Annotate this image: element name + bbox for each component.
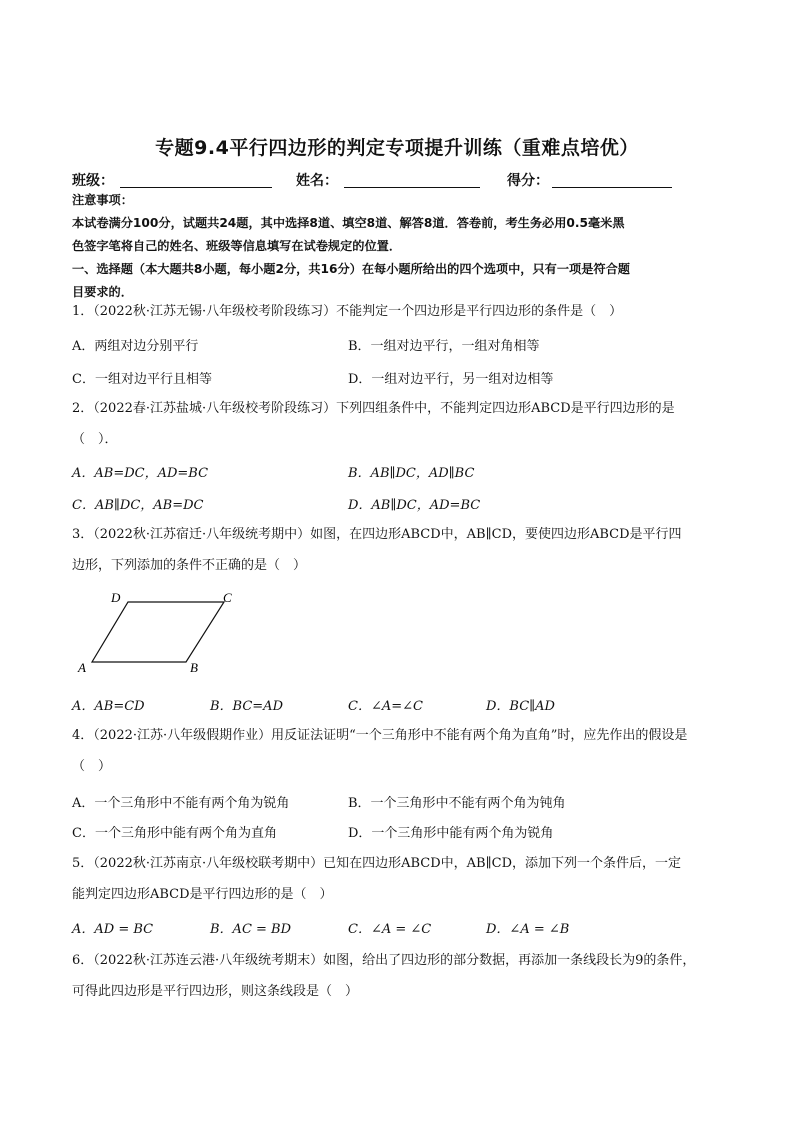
question-3-figure (74, 588, 244, 678)
figure-label-c: C (223, 590, 232, 605)
section-heading-line-2: 目要求的． (72, 285, 133, 299)
question-6-stem-line-1: 6．（2022秋·江苏连云港·八年级统考期末）如图，给出了四边形的部分数据，再添加一条线段长为9的条件， (72, 953, 696, 968)
question-4-stem-line-1: 4．（2022·江苏·八年级假期作业）用反证法证明“一个三角形中不能有两个角为直角”时，应先作出的假设是 (72, 728, 688, 743)
notes-heading: 注意事项： (72, 193, 133, 207)
question-2-stem-line-2: （ ）． (72, 432, 118, 447)
question-3-option-d[interactable]: D．BC∥AD (486, 699, 555, 714)
parallelogram-abcd (92, 602, 224, 662)
question-3-option-b[interactable]: B．BC=AD (210, 699, 283, 714)
score-label: 得分： (507, 173, 549, 189)
question-6-stem-line-2: 可得此四边形是平行四边形，则这条线段是（ ） (72, 984, 359, 999)
question-2-option-c[interactable]: C．AB∥DC，AB=DC (72, 498, 204, 513)
question-4-option-d[interactable]: D．一个三角形中能有两个角为锐角 (348, 826, 554, 841)
question-4-option-b[interactable]: B．一个三角形中不能有两个角为钝角 (348, 796, 566, 811)
question-1-option-c[interactable]: C．一组对边平行且相等 (72, 372, 212, 387)
question-4-option-a[interactable]: A．一个三角形中不能有两个角为锐角 (72, 796, 290, 811)
question-5-option-a[interactable]: A．AD = BC (72, 922, 154, 937)
question-3-stem-line-2: 边形，下列添加的条件不正确的是（ ） (72, 558, 307, 573)
question-2-option-a[interactable]: A．AB=DC，AD=BC (72, 466, 209, 481)
notes-block (72, 189, 732, 304)
figure-label-a: A (78, 660, 86, 675)
figure-label-b: B (190, 660, 198, 675)
question-3-option-a[interactable]: A．AB=CD (72, 699, 145, 714)
question-5-option-c[interactable]: C．∠A = ∠C (348, 922, 432, 937)
class-label: 班级： (72, 173, 114, 189)
name-label: 姓名： (296, 173, 338, 189)
question-2-option-b[interactable]: B．AB∥DC，AD∥BC (348, 466, 475, 481)
question-4-stem-line-2: （ ） (72, 759, 112, 774)
question-4-option-c[interactable]: C．一个三角形中能有两个角为直角 (72, 826, 277, 841)
score-field[interactable] (552, 171, 672, 188)
notes-line-2: 色签字笔将自己的姓名、班级等信息填写在试卷规定的位置． (72, 239, 402, 253)
section-heading-line-1: 一、选择题（本大题共8小题，每小题2分，共16分）在每小题所给出的四个选项中，只有一项是符合题 (72, 262, 630, 276)
question-1-option-a[interactable]: A．两组对边分别平行 (72, 339, 199, 354)
question-3-option-c[interactable]: C．∠A=∠C (348, 699, 423, 714)
question-1-option-d[interactable]: D．一组对边平行，另一组对边相等 (348, 372, 554, 387)
question-1-stem: 1．（2022秋·江苏无锡·八年级校考阶段练习）不能判定一个四边形是平行四边形的条件是（ ） (72, 304, 623, 319)
question-1-option-b[interactable]: B．一组对边平行，一组对角相等 (348, 339, 540, 354)
class-field[interactable] (120, 171, 272, 188)
question-5-option-b[interactable]: B．AC = BD (210, 922, 292, 937)
figure-label-d: D (111, 590, 121, 605)
question-5-option-d[interactable]: D．∠A = ∠B (486, 922, 570, 937)
question-3-stem-line-1: 3．（2022秋·江苏宿迁·八年级统考期中）如图，在四边形ABCD中，AB∥CD，要使四边形ABCD是平行四 (72, 527, 682, 542)
question-2-stem-line-1: 2．（2022春·江苏盐城·八年级校考阶段练习）下列四组条件中，不能判定四边形ABCD是平行四边形的是 (72, 401, 675, 416)
notes-line-1: 本试卷满分100分，试题共24题，其中选择8道、填空8道、解答8道．答卷前，考生务必用0.5毫米黑 (72, 216, 625, 230)
page-title: 专题9.4平行四边形的判定专项提升训练（重难点培优） (155, 137, 639, 159)
question-2-option-d[interactable]: D．AB∥DC，AD=BC (348, 498, 481, 513)
question-5-stem-line-2: 能判定四边形ABCD是平行四边形的是（ ） (72, 887, 333, 902)
name-field[interactable] (344, 171, 480, 188)
question-5-stem-line-1: 5．（2022秋·江苏南京·八年级校联考期中）已知在四边形ABCD中，AB∥CD，添加下列一个条件后，一定 (72, 856, 681, 871)
